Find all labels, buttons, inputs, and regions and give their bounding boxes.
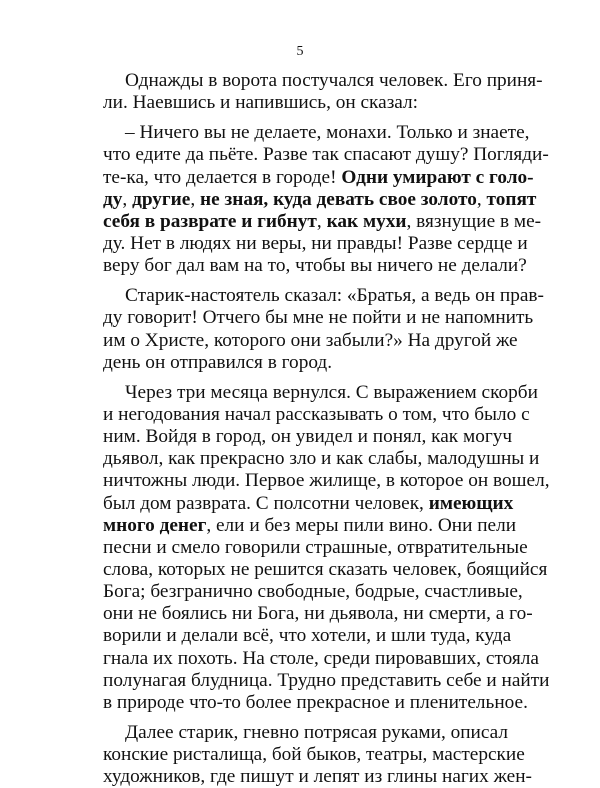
paragraph-4 — [103, 381, 550, 714]
text-line: Далее старик, гневно потрясая руками, описал — [125, 721, 509, 743]
bold-text: имеющих — [428, 492, 514, 514]
bold-text: себя в разврате и гибнут — [103, 210, 317, 232]
text-line: ничтожны люди. Первое жилище, в которое он вошел, — [103, 470, 550, 492]
text-line — [103, 514, 517, 537]
text-line: ду говорит! Отчего бы мне не пойти и не напомнить — [103, 307, 534, 329]
text-line: день он отправился в город. — [103, 351, 333, 373]
bold-text: ду — [103, 188, 123, 210]
text-line: слова, которых не решится сказать человек, боящийся — [103, 558, 548, 580]
text-line: ним. Войдя в город, он увидел и понял, как могуч — [103, 426, 513, 448]
text-line: себя в разврате и гибнут, как мухи, вязнущие в ме- — [103, 210, 542, 232]
bold-text: Одни умирают с голо- — [341, 166, 534, 188]
page-body — [103, 70, 550, 788]
paragraph-5 — [103, 721, 532, 788]
text-run: те-ка, что делается в городе! — [103, 166, 337, 188]
text-line: гнала их похоть. На столе, среди пировавших, стояла — [103, 647, 539, 669]
bold-text: топят — [486, 188, 537, 210]
text-line: Старик-настоятель сказал: «Братья, а ведь он прав- — [125, 285, 544, 307]
paragraph-1 — [103, 70, 543, 114]
text-line: в природе что-то более прекрасное и пленительное. — [103, 691, 528, 713]
text-line — [103, 492, 514, 515]
bold-text: другие — [132, 188, 191, 210]
text-line: и негодования начал рассказывать о том, что было с — [103, 403, 530, 425]
text-line: что едите да пьёте. Разве так спасают душу? Погляди- — [103, 144, 549, 166]
text-run: был дом разврата. С полсотни человек, — [103, 492, 424, 514]
text-line: Однажды в ворота постучался человек. Его приня- — [125, 70, 543, 91]
bold-text: много денег — [103, 514, 207, 536]
text-line: ду, другие, не зная, куда девать свое золото, топят — [103, 188, 537, 210]
text-line: ворили и делали всё, что хотели, и шли туда, куда — [103, 625, 512, 647]
text-line: художников, где пишут и лепят из глины нагих жен- — [103, 766, 532, 788]
text-line — [103, 166, 534, 189]
text-line: они не боялись ни Бога, ни дьявола, ни смерти, а го- — [103, 603, 533, 625]
text-run: , ели и без меры пили вино. Они пели — [206, 514, 517, 536]
paragraph-3 — [103, 285, 544, 374]
page-number: 5 — [296, 44, 304, 59]
text-line: песни и смело говорили страшные, отвратительные — [103, 536, 528, 558]
text-line: конские ристалища, бой быков, театры, мастерские — [103, 744, 525, 766]
text-line: ли. Наевшись и напившись, он сказал: — [103, 92, 419, 114]
text-line: ду. Нет в людях ни веры, ни правды! Разве сердце и — [103, 232, 528, 254]
text-line: веру бог дал вам на то, чтобы вы ничего не делали? — [103, 255, 527, 277]
paragraph-2 — [103, 122, 549, 277]
bold-text: как мухи — [326, 210, 407, 232]
text-line: Бога; безгранично свободные, бодрые, счастливые, — [103, 581, 523, 603]
text-line: Через три месяца вернулся. С выражением скорби — [125, 381, 538, 403]
text-line: – Ничего вы не делаете, монахи. Только и знаете, — [125, 122, 530, 144]
bold-text: не зная, куда девать свое золото — [200, 188, 477, 210]
text-line: дьявол, как прекрасно зло и как слабы, малодушны и — [103, 448, 540, 470]
text-line: им о Христе, которого они забыли?» На другой же — [103, 329, 518, 351]
text-line: полунагая блудница. Трудно представить себе и найти — [103, 669, 550, 691]
